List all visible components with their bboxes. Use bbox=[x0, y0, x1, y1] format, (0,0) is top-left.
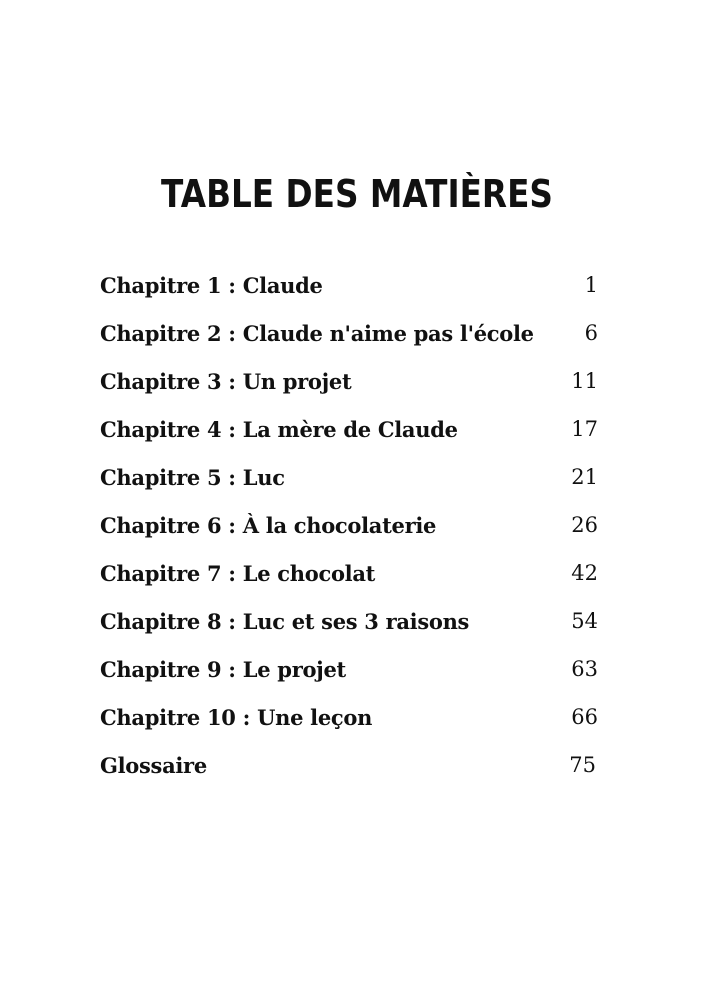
toc-entry-page-number: 11 bbox=[571, 369, 598, 393]
toc-entry[interactable] bbox=[100, 369, 600, 417]
toc-entry-page-number: 6 bbox=[584, 321, 598, 345]
toc-entry-label: Glossaire bbox=[100, 753, 207, 778]
toc-entry-label: Chapitre 5 : Luc bbox=[100, 465, 285, 490]
toc-entry[interactable] bbox=[100, 513, 600, 561]
toc-entry-label: Chapitre 1 : Claude bbox=[100, 273, 323, 298]
toc-entry-page-number: 1 bbox=[584, 273, 598, 297]
toc-entry-page-number: 42 bbox=[571, 561, 598, 585]
toc-entry[interactable] bbox=[100, 561, 600, 609]
toc-entry-page-number: 21 bbox=[571, 465, 598, 489]
toc-entry-label: Chapitre 7 : Le chocolat bbox=[100, 561, 376, 586]
toc-entry[interactable] bbox=[100, 609, 600, 657]
toc-entry[interactable] bbox=[100, 417, 600, 465]
toc-entry[interactable] bbox=[100, 465, 600, 513]
toc-entry-label: Chapitre 2 : Claude n'aime pas l'école bbox=[100, 321, 534, 346]
toc-entry-label: Chapitre 4 : La mère de Claude bbox=[100, 417, 458, 442]
toc-entry[interactable] bbox=[100, 657, 600, 705]
toc-entry-label: Chapitre 6 : À la chocolaterie bbox=[100, 513, 437, 538]
toc-entry-label: Chapitre 8 : Luc et ses 3 raisons bbox=[100, 609, 470, 634]
toc-entry[interactable] bbox=[100, 753, 600, 801]
toc-entry-page-number: 17 bbox=[571, 417, 598, 441]
toc-entry-page-number: 66 bbox=[571, 705, 598, 729]
toc-entry-label: Chapitre 10 : Une leçon bbox=[100, 705, 373, 730]
toc-entry[interactable] bbox=[100, 321, 600, 369]
toc-entry[interactable] bbox=[100, 705, 600, 753]
toc-entry[interactable] bbox=[100, 273, 600, 321]
table-of-contents bbox=[100, 273, 600, 801]
toc-entry-page-number: 54 bbox=[571, 609, 598, 633]
toc-entry-label: Chapitre 9 : Le projet bbox=[100, 657, 346, 682]
toc-entry-page-number: 75 bbox=[569, 753, 596, 777]
toc-entry-page-number: 63 bbox=[571, 657, 598, 681]
toc-entry-page-number: 26 bbox=[571, 513, 598, 537]
page-title: TABLE DES MATIÈRES bbox=[161, 172, 553, 216]
toc-entry-label: Chapitre 3 : Un projet bbox=[100, 369, 352, 394]
